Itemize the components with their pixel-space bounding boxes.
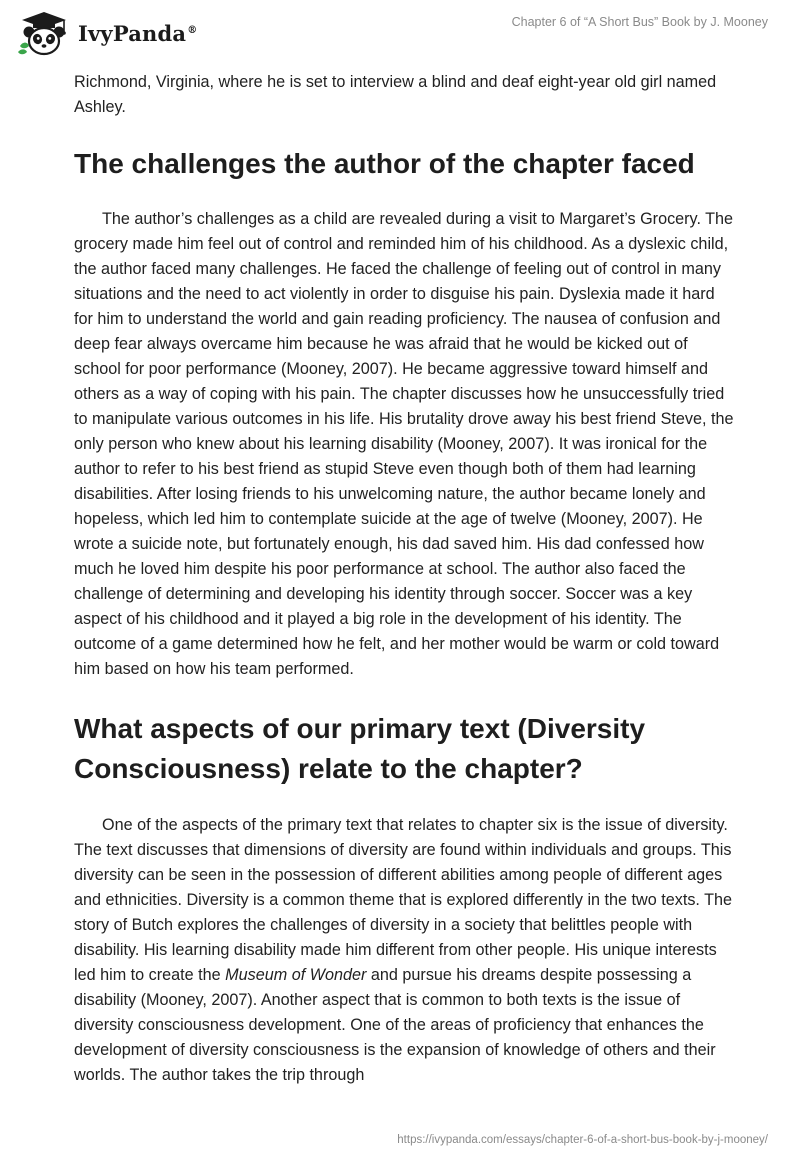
aspects-paragraph <box>74 813 734 1088</box>
aspects-text-part1: One of the aspects of the primary text that relates to chapter six is the issue of diversity. The text discusses that dimensions of diversity are found within individuals and groups. This diversity can be seen in the possession of different abilities among people of different ages and ethnicities. Diversity is a common theme that is explored differently in the two texts. The story of Butch explores the challenges of diversity in a society that belittles people with disability. His learning disability made him different from other people. His unique interests led him to create the <box>74 816 733 984</box>
section-heading-challenges: The challenges the author of the chapter faced <box>74 148 695 179</box>
section-heading-aspects: What aspects of our primary text (Diversity Consciousness) relate to the chapter? <box>74 713 646 784</box>
registered-mark: ® <box>187 24 198 36</box>
museum-title: Museum of Wonder <box>225 966 367 984</box>
source-url[interactable]: https://ivypanda.com/essays/chapter-6-of-a-short-bus-book-by-j-mooney/ <box>397 1134 768 1146</box>
aspects-text-part2: and pursue his dreams despite possessing a disability (Mooney, 2007). Another aspect that is common to both texts is the issue of diversity consciousness development. One of the areas of proficiency that enhances the development of diversity consciousness is the expansion of knowledge of others and their worlds. The author takes the trip through <box>74 966 716 1084</box>
panda-graduate-icon <box>16 10 72 56</box>
intro-paragraph: Richmond, Virginia, where he is set to interview a blind and deaf eight-year old girl named Ashley. <box>74 73 717 116</box>
brand-name: IvyPanda® <box>78 20 198 46</box>
challenges-paragraph: The author’s challenges as a child are revealed during a visit to Margaret’s Grocery. The grocery made him feel out of control and reminded him of his childhood. As a dyslexic child, the author faced many challenges. He faced the challenge of feeling out of control in many situations and the need to act violently in order to disguise his pain. Dyslexia made it hard for him to understand the world and gain reading proficiency. The nausea of confusion and deep fear always overcame him because he was afraid that he would be kicked out of school for poor performance (Mooney, 2007). He became aggressive toward himself and others as a way of coping with his pain. The chapter discusses how he unsuccessfully tried to manipulate various outcomes in his life. His brutality drove away his best friend Steve, the only person who knew about his learning disability (Mooney, 2007). It was ironical for the author to refer to his best friend as stupid Steve even though both of them had learning disabilities. After losing friends to his unwelcoming nature, the author became lonely and hopeless, which led him to contemplate suicide at the age of twelve (Mooney, 2007). He wrote a suicide note, but fortunately enough, his dad saved him. His dad confessed how much he loved him despite his poor performance at school. The author also faced the challenge of determining and developing his identity through soccer. Soccer was a key aspect of his childhood and it played a big role in the development of his identity. The outcome of a game determined how he felt, and her mother would be warm or cold toward him based on how his team performed. <box>74 210 734 678</box>
brand-logo[interactable] <box>16 10 197 56</box>
page-header <box>0 0 800 70</box>
document-title: Chapter 6 of “A Short Bus” Book by J. Mooney <box>511 15 768 29</box>
article-body <box>74 70 734 1088</box>
